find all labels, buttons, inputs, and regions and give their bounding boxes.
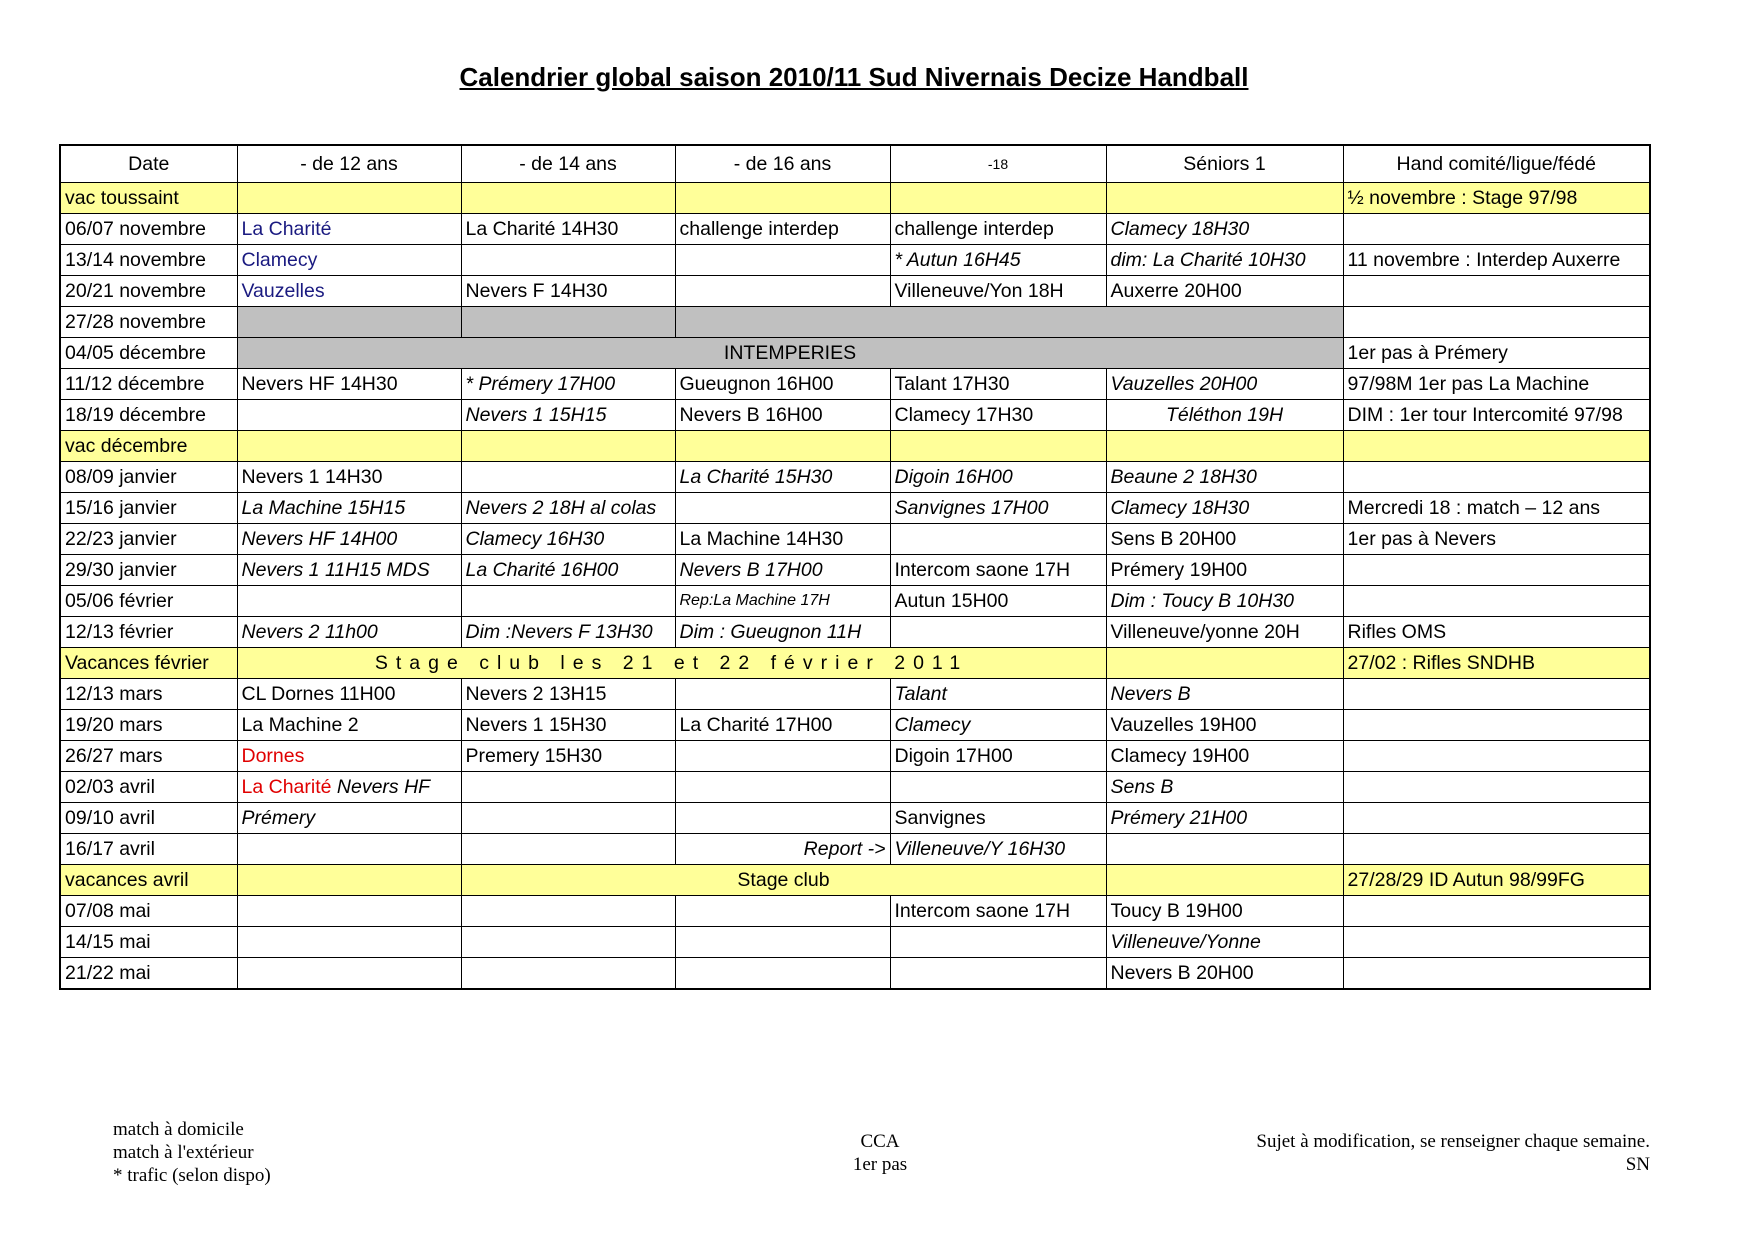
u16-cell bbox=[675, 741, 890, 772]
u18-cell: Intercom saone 17H bbox=[890, 896, 1106, 927]
table-row bbox=[60, 896, 1650, 927]
u14-cell bbox=[461, 307, 675, 338]
u12-cell bbox=[237, 586, 461, 617]
u16-cell bbox=[675, 245, 890, 276]
u18-cell: Villeneuve/Y 16H30 bbox=[890, 834, 1106, 865]
u16-cell bbox=[675, 679, 890, 710]
u18-cell: Sanvignes bbox=[890, 803, 1106, 834]
header-seniors: Séniors 1 bbox=[1106, 145, 1343, 183]
hand-cell bbox=[1343, 214, 1650, 245]
date-cell: 12/13 février bbox=[60, 617, 237, 648]
date-cell: 19/20 mars bbox=[60, 710, 237, 741]
u16-cell: Nevers B 16H00 bbox=[675, 400, 890, 431]
u16-cell: Dim : Gueugnon 11H bbox=[675, 617, 890, 648]
date-cell: 27/28 novembre bbox=[60, 307, 237, 338]
seniors-cell: Villeneuve/Yonne bbox=[1106, 927, 1343, 958]
u18-cell: Clamecy 17H30 bbox=[890, 400, 1106, 431]
seniors-cell: Toucy B 19H00 bbox=[1106, 896, 1343, 927]
cell bbox=[237, 431, 461, 462]
u18-cell: Sanvignes 17H00 bbox=[890, 493, 1106, 524]
date-cell: 11/12 décembre bbox=[60, 369, 237, 400]
hand-cell: 1er pas à Nevers bbox=[1343, 524, 1650, 555]
u14-cell bbox=[461, 772, 675, 803]
u16-cell bbox=[675, 927, 890, 958]
table-row bbox=[60, 803, 1650, 834]
schedule-table bbox=[59, 144, 1651, 990]
date-cell: Vacances février bbox=[60, 648, 237, 679]
u12-cell: La Charité bbox=[237, 214, 461, 245]
seniors-cell: Clamecy 19H00 bbox=[1106, 741, 1343, 772]
date-cell: vacances avril bbox=[60, 865, 237, 896]
u16-cell bbox=[675, 493, 890, 524]
cell bbox=[675, 183, 890, 214]
table-row bbox=[60, 648, 1650, 679]
u12-cell: Nevers HF 14H30 bbox=[237, 369, 461, 400]
hand-cell: 97/98M 1er pas La Machine bbox=[1343, 369, 1650, 400]
hand-cell: ½ novembre : Stage 97/98 bbox=[1343, 183, 1650, 214]
u16-cell: Gueugnon 16H00 bbox=[675, 369, 890, 400]
u18-cell: Clamecy bbox=[890, 710, 1106, 741]
legend-traffic: * trafic (selon dispo) bbox=[113, 1165, 271, 1186]
u14-cell: Nevers 1 15H30 bbox=[461, 710, 675, 741]
seniors-cell: Nevers B 20H00 bbox=[1106, 958, 1343, 990]
u12-cell bbox=[237, 865, 461, 896]
date-cell: 07/08 mai bbox=[60, 896, 237, 927]
u12-cell: Nevers 2 11h00 bbox=[237, 617, 461, 648]
hand-cell bbox=[1343, 803, 1650, 834]
table-row bbox=[60, 276, 1650, 307]
u12-cell: Prémery bbox=[237, 803, 461, 834]
table-row bbox=[60, 679, 1650, 710]
date-cell: 29/30 janvier bbox=[60, 555, 237, 586]
u16-cell: Report -> bbox=[675, 834, 890, 865]
u18-cell bbox=[890, 772, 1106, 803]
u12-cell: Nevers 1 11H15 MDS bbox=[237, 555, 461, 586]
hand-cell bbox=[1343, 276, 1650, 307]
hand-cell: Rifles OMS bbox=[1343, 617, 1650, 648]
u12-cell: Vauzelles bbox=[237, 276, 461, 307]
hand-cell bbox=[1343, 586, 1650, 617]
hand-cell: Mercredi 18 : match – 12 ans bbox=[1343, 493, 1650, 524]
u12-cell bbox=[237, 772, 461, 803]
u14-cell bbox=[461, 803, 675, 834]
hand-cell bbox=[1343, 710, 1650, 741]
u16-cell: La Machine 14H30 bbox=[675, 524, 890, 555]
u16-cell bbox=[675, 803, 890, 834]
u14-cell: La Charité 14H30 bbox=[461, 214, 675, 245]
hand-cell: 27/28/29 ID Autun 98/99FG bbox=[1343, 865, 1650, 896]
cell bbox=[461, 183, 675, 214]
stage-cell: Stage club les 21 et 22 février 2011 bbox=[237, 648, 1106, 679]
u18-cell: Talant 17H30 bbox=[890, 369, 1106, 400]
date-cell: vac décembre bbox=[60, 431, 237, 462]
hand-cell bbox=[1343, 772, 1650, 803]
hand-cell bbox=[1343, 555, 1650, 586]
hand-cell bbox=[1343, 307, 1650, 338]
cell bbox=[461, 431, 675, 462]
hand-cell bbox=[1343, 896, 1650, 927]
seniors-cell: Nevers B bbox=[1106, 679, 1343, 710]
hand-cell: 1er pas à Prémery bbox=[1343, 338, 1650, 369]
seniors-cell: Clamecy 18H30 bbox=[1106, 214, 1343, 245]
u12-cell bbox=[237, 400, 461, 431]
table-row bbox=[60, 307, 1650, 338]
table-row bbox=[60, 772, 1650, 803]
u14-cell: Nevers F 14H30 bbox=[461, 276, 675, 307]
u12-cell: La Machine 2 bbox=[237, 710, 461, 741]
header-u12: - de 12 ans bbox=[237, 145, 461, 183]
u16-cell: La Charité 15H30 bbox=[675, 462, 890, 493]
u16-cell: Rep:La Machine 17H bbox=[675, 586, 890, 617]
date-cell: 06/07 novembre bbox=[60, 214, 237, 245]
table-row bbox=[60, 524, 1650, 555]
u12-cell: Dornes bbox=[237, 741, 461, 772]
table-row bbox=[60, 710, 1650, 741]
u16-cell: challenge interdep bbox=[675, 214, 890, 245]
seniors-cell: Prémery 19H00 bbox=[1106, 555, 1343, 586]
hand-cell bbox=[1343, 927, 1650, 958]
cell bbox=[1106, 183, 1343, 214]
table-row bbox=[60, 400, 1650, 431]
disclaimer bbox=[1150, 1130, 1650, 1176]
table-row bbox=[60, 493, 1650, 524]
author-initials: SN bbox=[1625, 1154, 1650, 1175]
table-row bbox=[60, 586, 1650, 617]
header-u18: -18 bbox=[890, 145, 1106, 183]
u16-cell: La Charité 17H00 bbox=[675, 710, 890, 741]
table-row bbox=[60, 245, 1650, 276]
u12-cell: Nevers HF 14H00 bbox=[237, 524, 461, 555]
cell bbox=[890, 431, 1106, 462]
seniors-cell: dim: La Charité 10H30 bbox=[1106, 245, 1343, 276]
date-cell: 09/10 avril bbox=[60, 803, 237, 834]
table-row bbox=[60, 555, 1650, 586]
table-row bbox=[60, 834, 1650, 865]
seniors-cell: Prémery 21H00 bbox=[1106, 803, 1343, 834]
table-row bbox=[60, 865, 1650, 896]
seniors-cell: Clamecy 18H30 bbox=[1106, 493, 1343, 524]
hand-cell bbox=[1343, 679, 1650, 710]
legend-cca: CCA bbox=[860, 1131, 900, 1152]
seniors-cell: Sens B 20H00 bbox=[1106, 524, 1343, 555]
cell bbox=[1106, 431, 1343, 462]
hand-cell: 11 novembre : Interdep Auxerre bbox=[1343, 245, 1650, 276]
u18-cell: Autun 15H00 bbox=[890, 586, 1106, 617]
u14-cell: La Charité 16H00 bbox=[461, 555, 675, 586]
u14-cell bbox=[461, 245, 675, 276]
legend-home: match à domicile bbox=[113, 1119, 244, 1140]
date-cell: 12/13 mars bbox=[60, 679, 237, 710]
cell bbox=[675, 431, 890, 462]
u14-cell bbox=[461, 896, 675, 927]
u18-cell: Intercom saone 17H bbox=[890, 555, 1106, 586]
u16-cell bbox=[675, 772, 890, 803]
u14-cell bbox=[461, 462, 675, 493]
table-row bbox=[60, 183, 1650, 214]
u16-cell bbox=[675, 896, 890, 927]
hand-cell bbox=[1343, 958, 1650, 990]
hand-cell bbox=[1343, 834, 1650, 865]
u14-cell bbox=[461, 586, 675, 617]
u18-cell: Digoin 17H00 bbox=[890, 741, 1106, 772]
header-u16: - de 16 ans bbox=[675, 145, 890, 183]
u14-cell bbox=[461, 927, 675, 958]
u18-cell bbox=[890, 958, 1106, 990]
u12-cell bbox=[237, 834, 461, 865]
away-match-label: Nevers HF bbox=[336, 776, 431, 798]
table-row bbox=[60, 958, 1650, 990]
table-row bbox=[60, 927, 1650, 958]
date-cell: 08/09 janvier bbox=[60, 462, 237, 493]
seniors-cell: Beaune 2 18H30 bbox=[1106, 462, 1343, 493]
date-cell: 15/16 janvier bbox=[60, 493, 237, 524]
u18-cell: challenge interdep bbox=[890, 214, 1106, 245]
hand-cell: 27/02 : Rifles SNDHB bbox=[1343, 648, 1650, 679]
u16-cell: Nevers B 17H00 bbox=[675, 555, 890, 586]
date-cell: vac toussaint bbox=[60, 183, 237, 214]
table-row bbox=[60, 431, 1650, 462]
date-cell: 04/05 décembre bbox=[60, 338, 237, 369]
u14-cell bbox=[461, 958, 675, 990]
u12-cell bbox=[237, 307, 461, 338]
seniors-cell: Vauzelles 20H00 bbox=[1106, 369, 1343, 400]
disclaimer-text: Sujet à modification, se renseigner chaque semaine. bbox=[1256, 1131, 1650, 1152]
u14-cell: Premery 15H30 bbox=[461, 741, 675, 772]
stage-cell: Stage club bbox=[461, 865, 1106, 896]
table-row bbox=[60, 369, 1650, 400]
table-row bbox=[60, 617, 1650, 648]
hand-cell: DIM : 1er tour Intercomité 97/98 bbox=[1343, 400, 1650, 431]
legend-away: match à l'extérieur bbox=[113, 1142, 254, 1163]
u18-cell bbox=[890, 927, 1106, 958]
u18-cell bbox=[890, 524, 1106, 555]
date-cell: 22/23 janvier bbox=[60, 524, 237, 555]
seniors-cell: Dim : Toucy B 10H30 bbox=[1106, 586, 1343, 617]
u12-cell bbox=[237, 896, 461, 927]
table-row bbox=[60, 338, 1650, 369]
date-cell: 16/17 avril bbox=[60, 834, 237, 865]
u14-cell: Dim :Nevers F 13H30 bbox=[461, 617, 675, 648]
seniors-cell: Vauzelles 19H00 bbox=[1106, 710, 1343, 741]
date-cell: 05/06 février bbox=[60, 586, 237, 617]
home-match-label: La Charité bbox=[241, 776, 332, 798]
table-row bbox=[60, 214, 1650, 245]
u16-cell bbox=[675, 958, 890, 990]
u14-cell: Nevers 2 13H15 bbox=[461, 679, 675, 710]
seniors-cell: Villeneuve/yonne 20H bbox=[1106, 617, 1343, 648]
cell bbox=[237, 183, 461, 214]
u14-cell bbox=[461, 834, 675, 865]
u18-cell: Villeneuve/Yon 18H bbox=[890, 276, 1106, 307]
date-cell: 18/19 décembre bbox=[60, 400, 237, 431]
u12-cell: La Machine 15H15 bbox=[237, 493, 461, 524]
header-date: Date bbox=[60, 145, 237, 183]
u18-cell: Talant bbox=[890, 679, 1106, 710]
u18-cell: * Autun 16H45 bbox=[890, 245, 1106, 276]
u12-cell: Nevers 1 14H30 bbox=[237, 462, 461, 493]
merged-cell bbox=[675, 307, 1343, 338]
u18-cell bbox=[890, 617, 1106, 648]
date-cell: 21/22 mai bbox=[60, 958, 237, 990]
legend bbox=[113, 1118, 271, 1187]
legend-first-step: 1er pas bbox=[852, 1154, 908, 1175]
seniors-cell: Sens B bbox=[1106, 772, 1343, 803]
date-cell: 02/03 avril bbox=[60, 772, 237, 803]
u14-cell: Nevers 2 18H al colas bbox=[461, 493, 675, 524]
u18-cell: Digoin 16H00 bbox=[890, 462, 1106, 493]
u12-cell bbox=[237, 958, 461, 990]
u16-cell bbox=[675, 276, 890, 307]
table-row bbox=[60, 741, 1650, 772]
seniors-cell: Auxerre 20H00 bbox=[1106, 276, 1343, 307]
date-cell: 26/27 mars bbox=[60, 741, 237, 772]
table-row bbox=[60, 462, 1650, 493]
u14-cell: Clamecy 16H30 bbox=[461, 524, 675, 555]
cell bbox=[1343, 431, 1650, 462]
legend-center bbox=[800, 1130, 960, 1176]
u14-cell: Nevers 1 15H15 bbox=[461, 400, 675, 431]
date-cell: 14/15 mai bbox=[60, 927, 237, 958]
date-cell: 20/21 novembre bbox=[60, 276, 237, 307]
seniors-cell bbox=[1106, 648, 1343, 679]
u12-cell bbox=[237, 927, 461, 958]
u14-cell: * Prémery 17H00 bbox=[461, 369, 675, 400]
seniors-cell bbox=[1106, 865, 1343, 896]
header-u14: - de 14 ans bbox=[461, 145, 675, 183]
hand-cell bbox=[1343, 462, 1650, 493]
seniors-cell bbox=[1106, 834, 1343, 865]
u12-cell: CL Dornes 11H00 bbox=[237, 679, 461, 710]
date-cell: 13/14 novembre bbox=[60, 245, 237, 276]
header-row bbox=[60, 145, 1650, 183]
intemperies-cell: INTEMPERIES bbox=[237, 338, 1343, 369]
cell bbox=[890, 183, 1106, 214]
page-title: Calendrier global saison 2010/11 Sud Nivernais Decize Handball bbox=[459, 62, 1249, 92]
hand-cell bbox=[1343, 741, 1650, 772]
u12-cell: Clamecy bbox=[237, 245, 461, 276]
header-hand: Hand comité/ligue/fédé bbox=[1343, 145, 1650, 183]
seniors-cell: Téléthon 19H bbox=[1106, 400, 1343, 431]
